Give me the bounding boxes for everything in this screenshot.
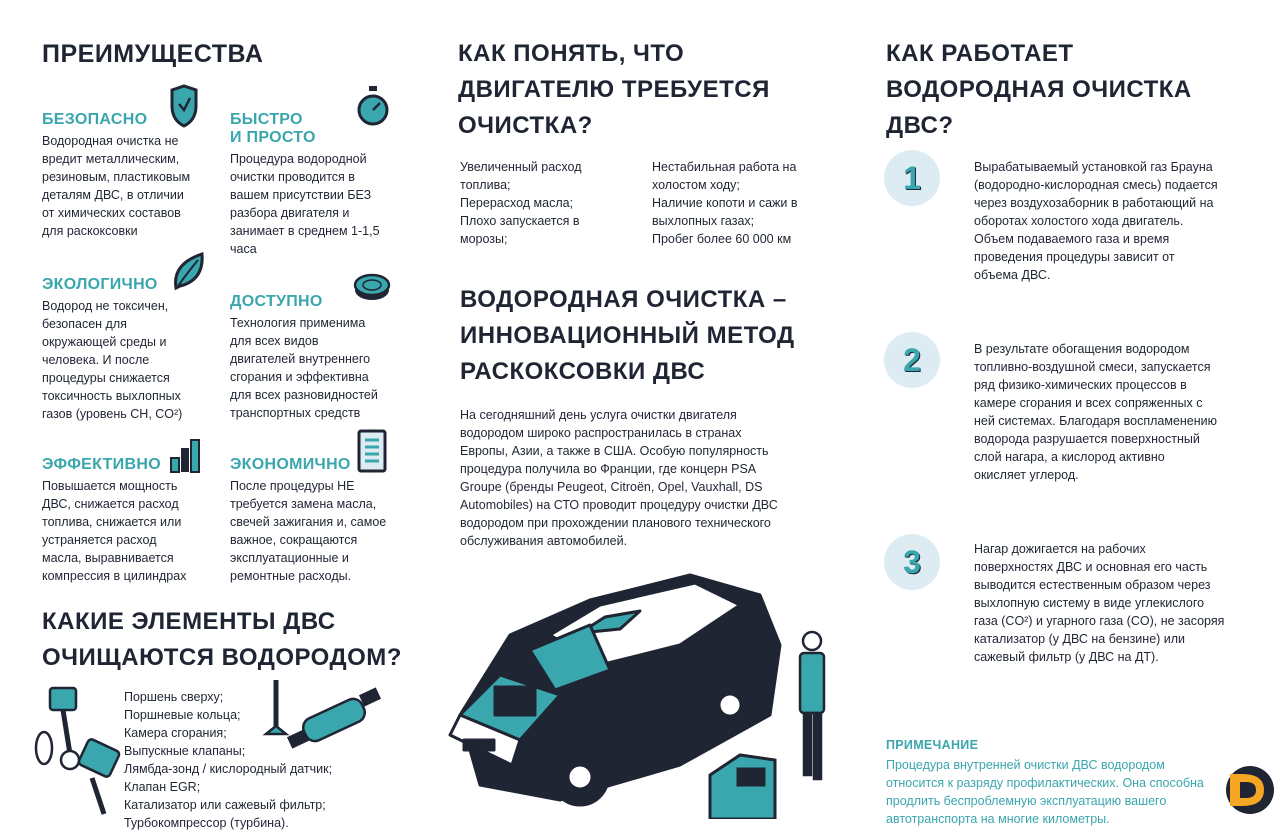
valve-illustration: [262, 678, 382, 768]
step-3-text: Нагар дожигается на рабочих поверхностях ДВС и основная его часть выводится естественным образом через выхлопную систему в виде углекислого газа (CO²) и угарного газа (CO), не засоряя катализатор (у ДВС на бензине) или сажевый фильтр (у ДВС на ДТ).: [974, 542, 1225, 664]
advantage-effective-text: Повышается мощность ДВС, снижается расход топлива, снижается или устраняется расход масла, выравнивается компрессия в цилиндрах: [42, 479, 187, 583]
note-heading: ПРИМЕЧАНИЕ: [886, 738, 979, 752]
signs-left: Увеличенный расход топлива; Перерасход масла; Плохо запускается в морозы;: [460, 160, 582, 246]
method-text: На сегодняшний день услуга очистки двигателя водородом широко распространилась в странах Европы, Азии, а также в США. Особую популярность процедура получила во Франции, где концерн PSA Groupe (бренды Peugeot, Citroën, Opel, Vauxhall, DS Automobiles) на СТО проводит процедуру очистки ДВС водородом при прохождении планового технического обслуживания автомобилей.: [460, 408, 778, 548]
coin-icon: [352, 272, 392, 302]
advantage-available-heading: ДОСТУПНО: [230, 293, 323, 310]
stopwatch-icon: [356, 84, 390, 128]
logo-badge-icon: [1224, 764, 1276, 816]
step-1-text: Вырабатываемый установкой газ Брауна (водородно-кислородная смесь) подается через воздухозаборник в работающий на оборотах холостого хода двигатель. Объем подаваемого газа и время проведения процедуры зависит от объема ДВС.: [974, 160, 1218, 282]
bar-chart-icon: [168, 438, 202, 474]
advantage-eco-text: Водород не токсичен, безопасен для окружающей среды и человека. И после процедуры снижается токсичность выхлопных газов (уровень CH, CO²): [42, 299, 183, 421]
advantages-title: ПРЕИМУЩЕСТВА: [42, 40, 264, 68]
note-text: Процедура внутренней очистки ДВС водородом относится к разряду профилактических. Она способна продлить беспроблемную эксплуатацию вашего автотранспорта на многие километры.: [886, 758, 1204, 826]
elements-list: Поршень сверху; Поршневые кольца; Камера сгорания; Выпускные клапаны; Лямбда-зонд / кислородный датчик; Клапан EGR; Катализатор или сажевый фильтр; Турбокомпрессор (турбина).: [124, 690, 333, 830]
advantage-available-text: Технология применима для всех видов двигателей внутреннего сгорания и эффективна для всех разновидностей транспортных средств: [230, 316, 378, 420]
car-illustration: [440, 565, 850, 819]
advantage-economical-heading: ЭКОНОМИЧНО: [230, 456, 351, 473]
advantage-eco-heading: ЭКОЛОГИЧНО: [42, 276, 158, 293]
elements-title: КАКИЕ ЭЛЕМЕНТЫ ДВС ОЧИЩАЮТСЯ ВОДОРОДОМ?: [42, 608, 402, 671]
advantage-effective-heading: ЭФФЕКТИВНО: [42, 456, 161, 473]
piston-illustration: [30, 684, 130, 819]
advantage-safe-text: Водородная очистка не вредит металлическим, резиновым, пластиковым деталям ДВС, в отличии от химических составов для раскоксовки: [42, 134, 191, 238]
checklist-icon: [356, 428, 388, 474]
shield-icon: [168, 84, 200, 128]
step-3-number: 3: [884, 534, 940, 590]
signs-title: КАК ПОНЯТЬ, ЧТО ДВИГАТЕЛЮ ТРЕБУЕТСЯ ОЧИСТКА?: [458, 40, 770, 139]
step-2-number: 2: [884, 332, 940, 388]
method-title: ВОДОРОДНАЯ ОЧИСТКА – ИННОВАЦИОННЫЙ МЕТОД РАСКОКСОВКИ ДВС: [460, 286, 795, 385]
step-2-text: В результате обогащения водородом топливно-воздушной смеси, запускается ряд физико-химических процессов в камере сгорания и всех сопряженных с ней системах. Благодаря воспламенению водорода разрушается поверхностный слой нагара, а кислород активно окисляет углерод.: [974, 342, 1218, 482]
advantage-fast-text: Процедура водородной очистки проводится в вашем присутствии БЕЗ разбора двигателя и занимает в среднем 1-1,5 часа: [230, 152, 380, 256]
signs-right: Нестабильная работа на холостом ходу; Наличие копоти и сажи в выхлопных газах; Пробег более 60 000 км: [652, 160, 798, 246]
advantage-fast-heading: БЫСТРО И ПРОСТО: [230, 111, 316, 146]
advantage-economical-text: После процедуры НЕ требуется замена масла, свечей зажигания и, самое важное, сокращаются эксплуатационные и ремонтные расходы.: [230, 479, 387, 583]
how-it-works-title: КАК РАБОТАЕТ ВОДОРОДНАЯ ОЧИСТКА ДВС?: [886, 40, 1192, 139]
step-1-number: 1: [884, 150, 940, 206]
advantage-safe-heading: БЕЗОПАСНО: [42, 111, 148, 128]
leaf-icon: [170, 250, 206, 292]
